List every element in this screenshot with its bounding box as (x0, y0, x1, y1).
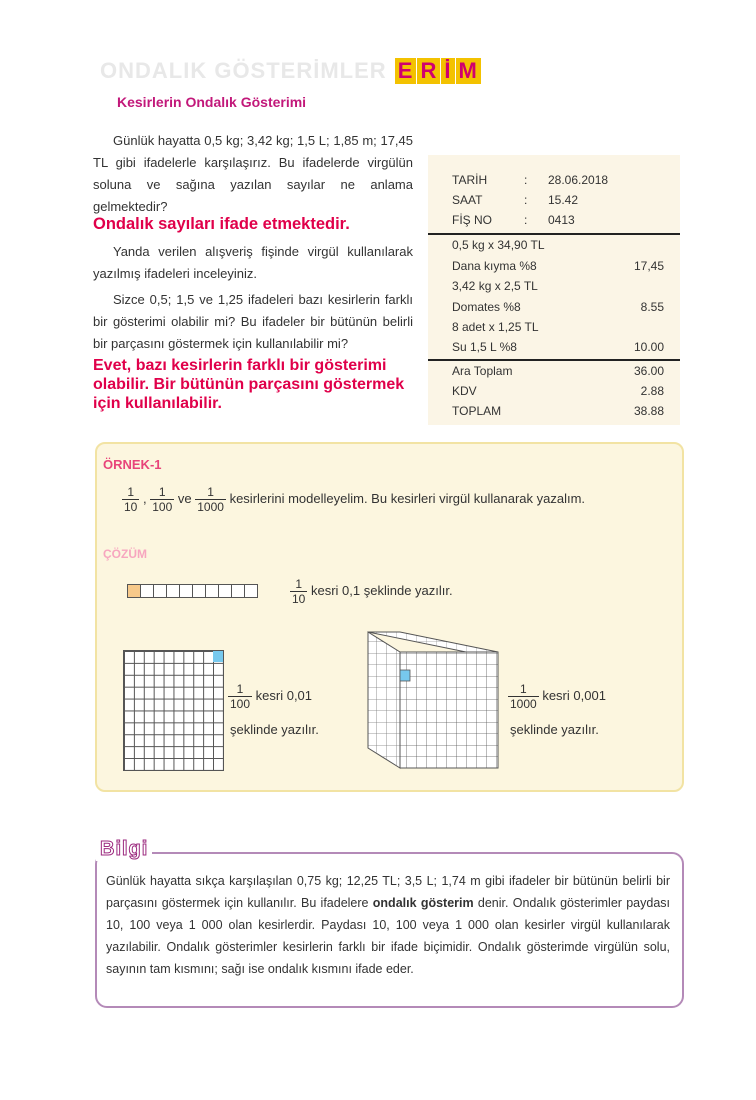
receipt-item-label: Dana kıyma %8 (452, 259, 537, 273)
receipt-total-label: TOPLAM (452, 404, 502, 418)
receipt-total-amount: 2.88 (640, 384, 664, 398)
cube-side-grid (368, 632, 400, 768)
receipt-item-label: 0,5 kg x 34,90 TL (452, 238, 545, 252)
info-tag: Bilgi (96, 838, 152, 861)
strip-cell (205, 584, 218, 598)
receipt-item-label: 3,42 kg x 2,5 TL (452, 279, 538, 293)
receipt-separator: : (524, 173, 528, 187)
thousandth-cube-model (366, 630, 502, 770)
section-title (100, 58, 481, 84)
fraction-denominator: 100 (230, 697, 251, 711)
strip-cell (179, 584, 192, 598)
fraction-numerator: 1 (158, 485, 166, 499)
receipt-item-label: 8 adet x 1,25 TL (452, 320, 539, 334)
fraction-one-hundredth (150, 485, 174, 514)
intro-paragraph-2: Yanda verilen alışveriş fişinde virgül kullanılarak yazılmış ifadeleri inceleyiniz. (93, 244, 413, 281)
receipt-total-label: KDV (452, 384, 477, 398)
strip-cell (192, 584, 205, 598)
info-text-part-1: Günlük hayatta sıkça karşılaşılan 0,75 kg; 12,25 TL; 3,5 L; 1,74 m gibi ifadeler bir bütünün belirli bir parçasını göstermek için kullanılır. Bu ifadelere (106, 874, 670, 910)
title-letter-m: M (456, 58, 481, 84)
receipt-date-label: TARİH (452, 173, 488, 187)
title-letter-i: İ (441, 58, 454, 84)
strip-cell (231, 584, 244, 598)
hundredth-grid-model (123, 650, 224, 771)
fraction-denominator: 10 (292, 592, 306, 606)
fraction-one-thousandth (195, 485, 226, 514)
fraction-numerator: 1 (520, 682, 527, 696)
receipt-separator: : (524, 193, 528, 207)
solution-label: ÇÖZÜM (103, 547, 147, 561)
info-text (106, 870, 670, 980)
comma-separator: , (142, 490, 147, 506)
fraction-denominator: 100 (152, 500, 173, 514)
cube-front-grid (400, 652, 498, 768)
receipt-total-label: Ara Toplam (452, 364, 513, 378)
receipt-total-amount: 38.88 (633, 404, 664, 418)
fraction-numerator: 1 (236, 682, 244, 696)
intro-paragraph-1: Günlük hayatta 0,5 kg; 3,42 kg; 1,5 L; 1,85 m; 17,45 TL gibi ifadelerle karşılaşırız. Bu ifadelerde virgülün soluna ve sağına yazılan sayılar ne anlama gelmektedir? (93, 133, 413, 214)
thousandth-text-2: şeklinde yazılır. (510, 722, 599, 737)
shopping-receipt (428, 155, 680, 425)
hundredth-text-2: şeklinde yazılır. (230, 722, 319, 737)
receipt-separator: : (524, 213, 528, 227)
fraction-one-tenth (290, 577, 307, 606)
section-title-faded: ONDALIK GÖSTERİMLER (100, 58, 387, 83)
tenth-description (290, 577, 453, 606)
receipt-time-label: SAAT (452, 193, 483, 207)
intro-paragraph-3: Sizce 0,5; 1,5 ve 1,25 ifadeleri bazı kesirlerin farklı bir gösterimi olabilir mi? Bu ifadeler bir bütünün belirli bir parçasını göstermek için kullanılabilir mi? (93, 292, 413, 351)
title-letter-r: R (417, 58, 440, 84)
hundredth-description (228, 682, 312, 711)
receipt-divider (428, 233, 680, 235)
fraction-one-thousandth (508, 682, 539, 711)
receipt-item-amount: 8.55 (640, 300, 664, 314)
fraction-denominator: 1000 (197, 500, 224, 514)
example-prompt-text: kesirlerini modelleyelim. Bu kesirleri virgül kullanarak yazalım. (229, 490, 586, 506)
tenth-text: kesri 0,1 şeklinde yazılır. (310, 582, 453, 598)
fraction-numerator: 1 (127, 485, 135, 499)
ve-separator: ve (177, 490, 192, 506)
strip-cell (140, 584, 153, 598)
info-text-part-2: denir. Ondalık gösterimler paydası 10, 100 veya 1 000 olan kesirlerdir. Paydası 10, 100 veya 1 000 olan kesirler virgül kullanılarak yazılabilir. Ondalık gösterimler kesirlerin farklı bir ifade biçimidir. Ondalık gösterimde virgülün solu, sayının tam kısmını; sağı ise ondalık kısmını ifade eder. (106, 896, 670, 976)
hundredth-text: kesri 0,01 (255, 687, 313, 703)
receipt-item-amount: 10.00 (633, 340, 664, 354)
strip-cell-shaded (127, 584, 140, 598)
strip-cell (244, 584, 258, 598)
answer-2: Evet, bazı kesirlerin farklı bir gösterimi olabilir. Bir bütünün parçasını göstermek için kullanılabilir. (93, 357, 405, 412)
fraction-numerator: 1 (207, 485, 214, 499)
example-prompt-line (122, 485, 585, 514)
receipt-item-label: Su 1,5 L %8 (452, 340, 517, 354)
fraction-one-hundredth (228, 682, 252, 711)
receipt-item-amount: 17,45 (633, 259, 664, 273)
receipt-divider (428, 359, 680, 361)
info-text-bold: ondalık gösterim (372, 896, 474, 910)
thousandth-text: kesri 0,001 (542, 687, 606, 703)
fraction-denominator: 1000 (510, 697, 537, 711)
strip-cell (153, 584, 166, 598)
strip-cell (166, 584, 179, 598)
receipt-date-value: 28.06.2018 (548, 173, 609, 187)
receipt-item-label: Domates %8 (452, 300, 521, 314)
receipt-number-label: FİŞ NO (452, 213, 493, 227)
answer-1: Ondalık sayıları ifade etmektedir. (93, 215, 350, 233)
thousandth-description (508, 682, 606, 711)
grid-shaded-cell (213, 651, 223, 662)
fraction-numerator: 1 (295, 577, 303, 591)
receipt-time-value: 15.42 (548, 193, 579, 207)
cube-shaded-unit (400, 670, 410, 681)
example-label: ÖRNEK-1 (103, 457, 162, 472)
receipt-total-amount: 36.00 (633, 364, 664, 378)
fraction-denominator: 10 (124, 500, 138, 514)
tenth-strip-model (127, 584, 258, 598)
strip-cell (218, 584, 231, 598)
fraction-one-tenth (122, 485, 139, 514)
receipt-number-value: 0413 (548, 213, 575, 227)
title-letter-e: E (395, 58, 417, 84)
page-subtitle: Kesirlerin Ondalık Gösterimi (117, 94, 307, 110)
